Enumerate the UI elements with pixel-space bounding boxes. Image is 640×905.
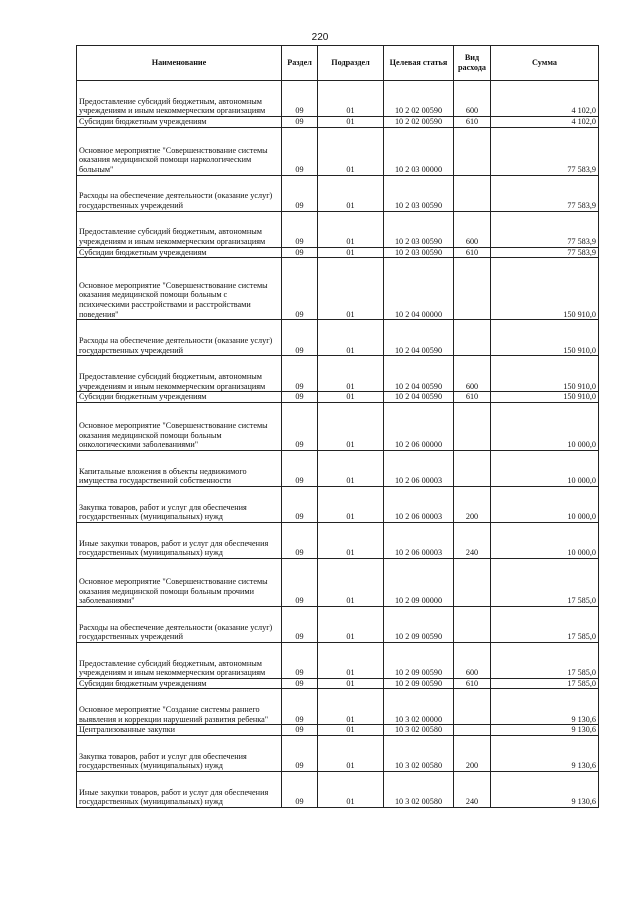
- table-row: [77, 450, 599, 486]
- cell-sum: 17 585,0: [491, 558, 599, 606]
- cell-subsection: 01: [318, 247, 384, 258]
- cell-name: Закупка товаров, работ и услуг для обеспечения государственных (муниципальных) нужд: [77, 486, 282, 522]
- page-number: 220: [311, 32, 329, 43]
- cell-target: 10 3 02 00580: [384, 725, 454, 736]
- table-header-row: [77, 46, 599, 81]
- cell-subsection: 01: [318, 258, 384, 320]
- cell-subsection: 01: [318, 522, 384, 558]
- cell-name: Расходы на обеспечение деятельности (оказание услуг) государственных учреждений: [77, 320, 282, 356]
- cell-section: 09: [282, 486, 318, 522]
- cell-name: Основное мероприятие "Создание системы раннего выявления и коррекции нарушений развития ребенка": [77, 689, 282, 725]
- cell-type: [454, 689, 491, 725]
- table-row: [77, 642, 599, 678]
- table-row: [77, 127, 599, 175]
- cell-name: Закупка товаров, работ и услуг для обеспечения государственных (муниципальных) нужд: [77, 735, 282, 771]
- cell-section: 09: [282, 392, 318, 403]
- cell-target: 10 2 02 00590: [384, 117, 454, 128]
- cell-subsection: 01: [318, 402, 384, 450]
- cell-section: 09: [282, 175, 318, 211]
- cell-subsection: 01: [318, 606, 384, 642]
- cell-type: [454, 175, 491, 211]
- cell-name: Субсидии бюджетным учреждениям: [77, 678, 282, 689]
- cell-name: Основное мероприятие "Совершенствование системы оказания медицинской помощи наркологическим больным": [77, 127, 282, 175]
- cell-target: 10 2 03 00590: [384, 211, 454, 247]
- cell-type: [454, 402, 491, 450]
- cell-name: Централизованные закупки: [77, 725, 282, 736]
- cell-subsection: 01: [318, 771, 384, 807]
- cell-name: Иные закупки товаров, работ и услуг для обеспечения государственных (муниципальных) нужд: [77, 522, 282, 558]
- cell-sum: 4 102,0: [491, 81, 599, 117]
- cell-type: [454, 320, 491, 356]
- header-name: Наименование: [77, 46, 282, 81]
- cell-type: 610: [454, 117, 491, 128]
- cell-name: Субсидии бюджетным учреждениям: [77, 247, 282, 258]
- cell-sum: 9 130,6: [491, 771, 599, 807]
- table-row: [77, 320, 599, 356]
- cell-subsection: 01: [318, 356, 384, 392]
- cell-name: Субсидии бюджетным учреждениям: [77, 392, 282, 403]
- cell-subsection: 01: [318, 486, 384, 522]
- cell-type: 200: [454, 735, 491, 771]
- cell-target: 10 2 09 00590: [384, 678, 454, 689]
- cell-sum: 17 585,0: [491, 642, 599, 678]
- cell-type: [454, 606, 491, 642]
- cell-section: 09: [282, 211, 318, 247]
- cell-type: 600: [454, 81, 491, 117]
- cell-subsection: 01: [318, 81, 384, 117]
- cell-target: 10 2 03 00000: [384, 127, 454, 175]
- cell-sum: 150 910,0: [491, 320, 599, 356]
- cell-subsection: 01: [318, 392, 384, 403]
- table-row: [77, 725, 599, 736]
- cell-target: 10 2 02 00590: [384, 81, 454, 117]
- cell-target: 10 2 04 00590: [384, 392, 454, 403]
- cell-subsection: 01: [318, 558, 384, 606]
- cell-name: Предоставление субсидий бюджетным, автономным учреждениям и иным некоммерческим организациям: [77, 211, 282, 247]
- cell-name: Предоставление субсидий бюджетным, автономным учреждениям и иным некоммерческим организациям: [77, 356, 282, 392]
- cell-sum: 77 583,9: [491, 211, 599, 247]
- table-row: [77, 392, 599, 403]
- cell-type: 610: [454, 678, 491, 689]
- header-type: Вид расхода: [454, 46, 491, 81]
- cell-sum: 9 130,6: [491, 725, 599, 736]
- cell-target: 10 2 09 00000: [384, 558, 454, 606]
- table-row: [77, 211, 599, 247]
- cell-sum: 9 130,6: [491, 689, 599, 725]
- cell-type: 240: [454, 771, 491, 807]
- header-target: Целевая статья: [384, 46, 454, 81]
- cell-type: 610: [454, 392, 491, 403]
- table-row: [77, 735, 599, 771]
- budget-table: [76, 45, 599, 808]
- cell-sum: 77 583,9: [491, 247, 599, 258]
- cell-name: Основное мероприятие "Совершенствование системы оказания медицинской помощи больным прочими заболеваниями": [77, 558, 282, 606]
- cell-type: [454, 558, 491, 606]
- cell-subsection: 01: [318, 175, 384, 211]
- cell-target: 10 3 02 00580: [384, 735, 454, 771]
- table-row: [77, 402, 599, 450]
- cell-sum: 17 585,0: [491, 606, 599, 642]
- table-row: [77, 522, 599, 558]
- table-row: [77, 258, 599, 320]
- cell-target: 10 2 04 00590: [384, 320, 454, 356]
- cell-sum: 150 910,0: [491, 356, 599, 392]
- cell-sum: 17 585,0: [491, 678, 599, 689]
- table-row: [77, 771, 599, 807]
- cell-sum: 150 910,0: [491, 258, 599, 320]
- table-body: [77, 81, 599, 808]
- cell-sum: 10 000,0: [491, 402, 599, 450]
- cell-target: 10 2 06 00003: [384, 522, 454, 558]
- cell-section: 09: [282, 735, 318, 771]
- table-row: [77, 356, 599, 392]
- cell-name: Предоставление субсидий бюджетным, автономным учреждениям и иным некоммерческим организациям: [77, 81, 282, 117]
- cell-type: 600: [454, 642, 491, 678]
- cell-target: 10 2 04 00000: [384, 258, 454, 320]
- table-row: [77, 558, 599, 606]
- cell-sum: 77 583,9: [491, 127, 599, 175]
- cell-target: 10 2 09 00590: [384, 642, 454, 678]
- cell-sum: 10 000,0: [491, 450, 599, 486]
- header-subsection: Подраздел: [318, 46, 384, 81]
- cell-sum: 9 130,6: [491, 735, 599, 771]
- cell-subsection: 01: [318, 735, 384, 771]
- cell-section: 09: [282, 725, 318, 736]
- cell-subsection: 01: [318, 127, 384, 175]
- cell-sum: 150 910,0: [491, 392, 599, 403]
- cell-subsection: 01: [318, 725, 384, 736]
- cell-name: Основное мероприятие "Совершенствование системы оказания медицинской помощи больным с психическими расстройствами и расстройствами поведения": [77, 258, 282, 320]
- cell-section: 09: [282, 81, 318, 117]
- cell-type: 610: [454, 247, 491, 258]
- cell-target: 10 3 02 00000: [384, 689, 454, 725]
- table-row: [77, 689, 599, 725]
- cell-target: 10 2 04 00590: [384, 356, 454, 392]
- cell-target: 10 2 03 00590: [384, 175, 454, 211]
- cell-section: 09: [282, 117, 318, 128]
- header-sum: Сумма: [491, 46, 599, 81]
- table-row: [77, 175, 599, 211]
- cell-section: 09: [282, 402, 318, 450]
- cell-subsection: 01: [318, 320, 384, 356]
- cell-section: 09: [282, 320, 318, 356]
- cell-type: 200: [454, 486, 491, 522]
- cell-type: 240: [454, 522, 491, 558]
- cell-type: [454, 127, 491, 175]
- cell-section: 09: [282, 642, 318, 678]
- cell-section: 09: [282, 127, 318, 175]
- table-row: [77, 117, 599, 128]
- cell-section: 09: [282, 678, 318, 689]
- cell-section: 09: [282, 606, 318, 642]
- cell-subsection: 01: [318, 117, 384, 128]
- cell-name: Субсидии бюджетным учреждениям: [77, 117, 282, 128]
- cell-type: 600: [454, 356, 491, 392]
- cell-section: 09: [282, 247, 318, 258]
- cell-section: 09: [282, 522, 318, 558]
- cell-target: 10 2 06 00003: [384, 450, 454, 486]
- table-row: [77, 81, 599, 117]
- cell-subsection: 01: [318, 211, 384, 247]
- cell-target: 10 2 03 00590: [384, 247, 454, 258]
- cell-subsection: 01: [318, 642, 384, 678]
- table-row: [77, 486, 599, 522]
- cell-type: [454, 450, 491, 486]
- cell-section: 09: [282, 771, 318, 807]
- cell-type: 600: [454, 211, 491, 247]
- cell-subsection: 01: [318, 689, 384, 725]
- cell-target: 10 2 06 00000: [384, 402, 454, 450]
- cell-name: Расходы на обеспечение деятельности (оказание услуг) государственных учреждений: [77, 175, 282, 211]
- cell-subsection: 01: [318, 450, 384, 486]
- cell-section: 09: [282, 558, 318, 606]
- cell-subsection: 01: [318, 678, 384, 689]
- cell-sum: 10 000,0: [491, 522, 599, 558]
- cell-target: 10 2 09 00590: [384, 606, 454, 642]
- cell-type: [454, 725, 491, 736]
- cell-target: 10 3 02 00580: [384, 771, 454, 807]
- header-section: Раздел: [282, 46, 318, 81]
- cell-name: Предоставление субсидий бюджетным, автономным учреждениям и иным некоммерческим организациям: [77, 642, 282, 678]
- cell-sum: 10 000,0: [491, 486, 599, 522]
- table-row: [77, 678, 599, 689]
- table-row: [77, 247, 599, 258]
- cell-section: 09: [282, 450, 318, 486]
- cell-section: 09: [282, 689, 318, 725]
- cell-name: Основное мероприятие "Совершенствование системы оказания медицинской помощи больным онкологическими заболеваниями": [77, 402, 282, 450]
- cell-sum: 4 102,0: [491, 117, 599, 128]
- table-row: [77, 606, 599, 642]
- cell-section: 09: [282, 356, 318, 392]
- cell-name: Капитальные вложения в объекты недвижимого имущества государственной собственности: [77, 450, 282, 486]
- cell-name: Иные закупки товаров, работ и услуг для обеспечения государственных (муниципальных) нужд: [77, 771, 282, 807]
- cell-section: 09: [282, 258, 318, 320]
- cell-sum: 77 583,9: [491, 175, 599, 211]
- cell-target: 10 2 06 00003: [384, 486, 454, 522]
- cell-name: Расходы на обеспечение деятельности (оказание услуг) государственных учреждений: [77, 606, 282, 642]
- cell-type: [454, 258, 491, 320]
